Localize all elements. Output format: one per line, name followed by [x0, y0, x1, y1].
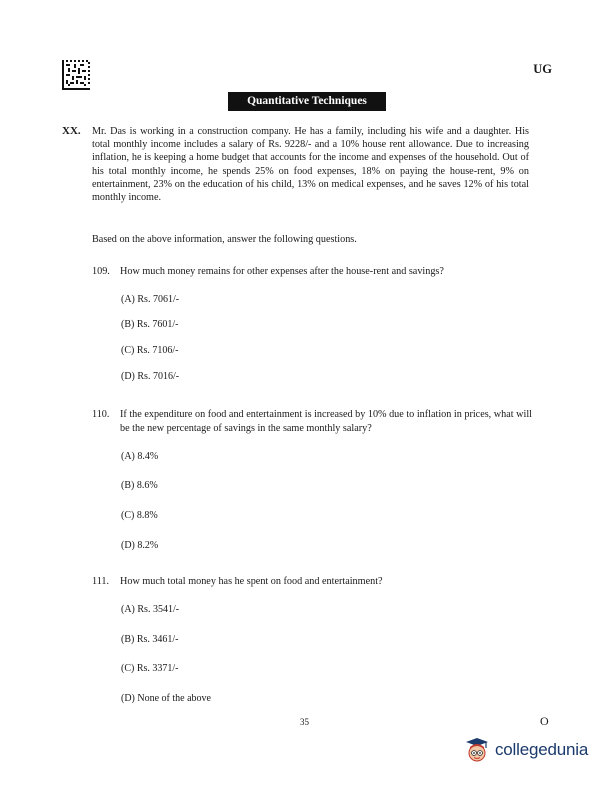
- option-a: [121, 294, 179, 305]
- graduate-mascot-icon: [461, 735, 491, 765]
- option-text: 8.2%: [137, 540, 159, 551]
- datamatrix-code: [62, 60, 90, 90]
- option-a: [121, 604, 179, 615]
- option-c: [121, 663, 179, 674]
- question-number: 109.: [92, 266, 110, 277]
- page-number: 35: [300, 717, 309, 727]
- option-label: (C): [121, 345, 135, 356]
- option-text: Rs. 7061/-: [137, 294, 180, 305]
- passage-text: Mr. Das is working in a construction company. He has a family, including his wife and a daughter. His total monthly income includes a salary of Rs. 9228/- and a 10% house rent allowance. Due to increasing inflation, he is keeping a home budget that accounts for the income and expenses of the household. Out of his total monthly income, he spends 25% on food expenses, 18% on paying the house-rent, 9% on entertainment, 23% on the education of his child, 13% on medical expenses, and he saves 12% of his total monthly income.: [92, 126, 529, 204]
- option-text: None of the above: [137, 693, 211, 704]
- option-text: Rs. 7601/-: [136, 319, 179, 330]
- option-c: [121, 510, 158, 521]
- option-b: [121, 480, 158, 491]
- question-111: [92, 575, 532, 589]
- option-label: (A): [121, 294, 135, 305]
- option-d: [121, 540, 158, 551]
- option-text: Rs. 7016/-: [137, 371, 180, 382]
- question-number: 110.: [92, 409, 110, 420]
- option-label: (B): [121, 634, 135, 645]
- instruction-text: Based on the above information, answer the following questions.: [92, 234, 357, 245]
- option-label: (B): [121, 319, 135, 330]
- passage-number: XX.: [62, 125, 81, 137]
- option-c: [121, 345, 179, 356]
- paper-code: UG: [533, 62, 552, 76]
- option-label: (B): [121, 480, 135, 491]
- option-a: [121, 451, 158, 462]
- option-text: Rs. 3371/-: [136, 663, 179, 674]
- set-code: O: [540, 714, 549, 728]
- option-label: (A): [121, 604, 135, 615]
- question-text: If the expenditure on food and entertainment is increased by 10% due to inflation in prices, what will be the new percentage of savings in the same monthly salary?: [120, 409, 532, 434]
- question-number: 111.: [92, 576, 110, 587]
- option-label: (D): [121, 693, 135, 704]
- brand-name: collegedunia: [495, 740, 589, 759]
- section-title: Quantitative Techniques: [228, 92, 386, 111]
- option-text: Rs. 3461/-: [136, 634, 179, 645]
- question-110: [92, 408, 532, 436]
- question-text: How much money remains for other expenses after the house-rent and savings?: [120, 266, 444, 277]
- option-text: 8.8%: [136, 510, 158, 521]
- option-label: (D): [121, 540, 135, 551]
- question-text: How much total money has he spent on food and entertainment?: [120, 576, 383, 587]
- option-d: [121, 693, 211, 704]
- option-text: Rs. 3541/-: [137, 604, 180, 615]
- option-label: (D): [121, 371, 135, 382]
- question-109: [92, 265, 532, 279]
- option-d: [121, 371, 179, 382]
- option-label: (C): [121, 510, 135, 521]
- option-b: [121, 634, 179, 645]
- option-label: (A): [121, 451, 135, 462]
- option-label: (C): [121, 663, 135, 674]
- option-text: 8.4%: [137, 451, 159, 462]
- option-text: 8.6%: [136, 480, 158, 491]
- brand-logo: [461, 735, 588, 765]
- option-b: [121, 319, 179, 330]
- option-text: Rs. 7106/-: [136, 345, 179, 356]
